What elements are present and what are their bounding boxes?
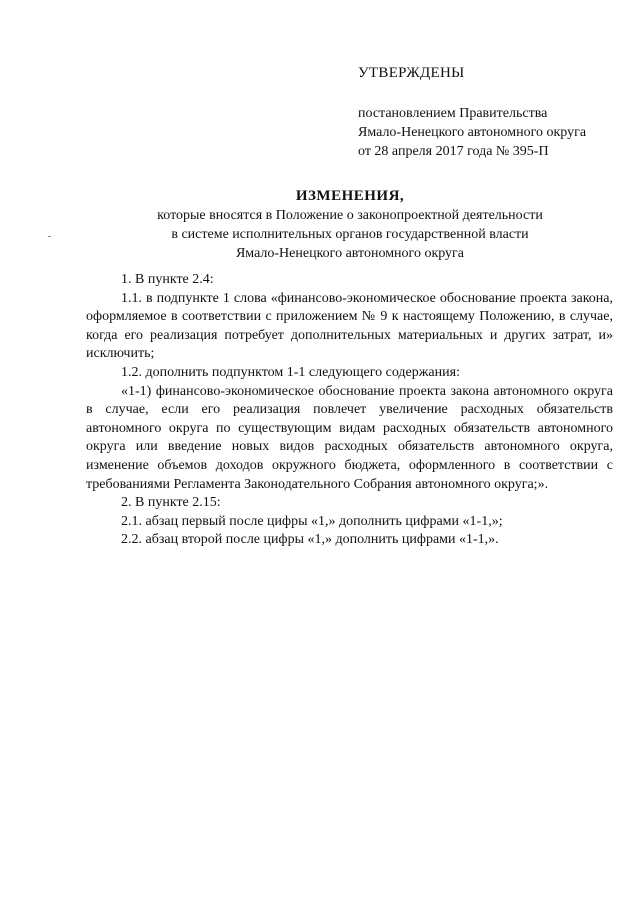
approval-line: постановлением Правительства xyxy=(358,106,548,121)
paragraph: 1. В пункте 2.4: xyxy=(121,272,214,287)
approval-stamp xyxy=(358,64,608,161)
paragraph: 1.1. в подпункте 1 слова «финансово-экономическое обоснование проекта закона, оформляемое в соответствии с приложением № 9 к настоящему Положению, в случае, когда его реализация потребует дополнительных материальных и других затрат, и» исключить; xyxy=(86,290,613,362)
margin-mark xyxy=(48,236,51,237)
title-block xyxy=(100,186,600,263)
paragraph: «1-1) финансово-экономическое обоснование проекта закона автономного округа в случае, если его реализация повлечет увеличение расходных обязательств автономного округа по существующим видам расходных обязательств автономного округа или введение новых видов расходных обязательств автономного округа, изменение объемов доходов окружного бюджета, оформленного в соответствии с требованиями Регламента Законодательного Собрания автономного округа;». xyxy=(86,383,613,492)
document-title: ИЗМЕНЕНИЯ, xyxy=(295,188,405,204)
document-subtitle-line: Ямало-Ненецкого автономного округа xyxy=(235,246,465,261)
document-body xyxy=(86,271,613,550)
paragraph: 2.2. абзац второй после цифры «1,» дополнить цифрами «1-1,». xyxy=(121,532,499,548)
paragraph: 2.1. абзац первый после цифры «1,» дополнить цифрами «1-1,»; xyxy=(121,513,503,529)
paragraph: 1.2. дополнить подпунктом 1-1 следующего содержания: xyxy=(121,364,460,380)
approval-heading: УТВЕРЖДЕНЫ xyxy=(358,65,465,81)
approval-line: Ямало-Ненецкого автономного округа xyxy=(358,125,587,140)
document-subtitle-line: в системе исполнительных органов государственной власти xyxy=(171,227,529,242)
paragraph: 2. В пункте 2.15: xyxy=(121,495,221,511)
approval-line: от 28 апреля 2017 года № 395-П xyxy=(358,144,549,159)
document-subtitle-line: которые вносятся в Положение о законопроектной деятельности xyxy=(157,208,543,223)
